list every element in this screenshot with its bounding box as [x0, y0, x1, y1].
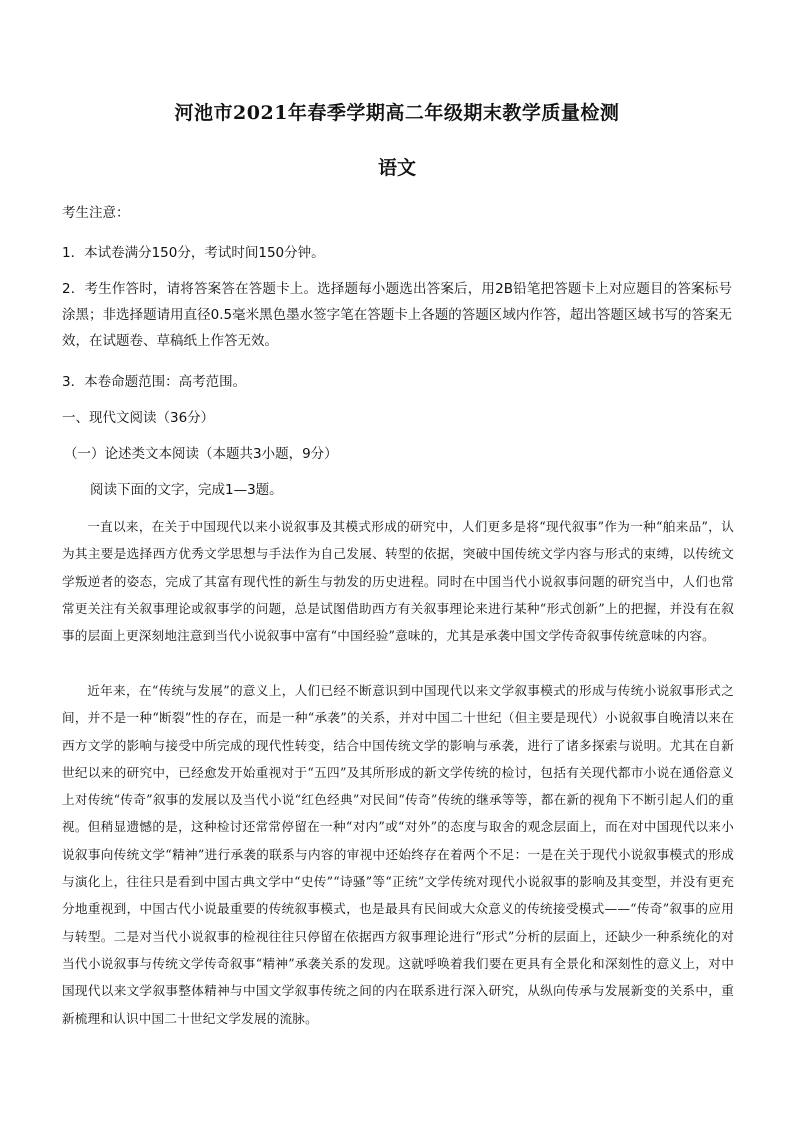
- notice-item-2: 2．考生作答时，请将答案答在答题卡上。选择题每小题选出答案后，用2B铅笔把答题卡上对应题目的答案标号涂黑；非选择题请用直径0.5毫米黑色墨水签字笔在答题卡上各题的答题区域内作答，超出答题区域书写的答案无效，在试题卷、草稿纸上作答无效。: [62, 281, 732, 349]
- notice-item-1: 1．本试卷满分150分，考试时间150分钟。: [62, 245, 325, 261]
- exam-subject: 语文: [377, 157, 416, 179]
- passage-paragraph-1: 一直以来，在关于中国现代以来小说叙事及其模式形成的研究中，人们更多是将“现代叙事”作为一种“舶来品”，认为其主要是选择西方优秀文学思想与手法作为自己发展、转型的依据，突破中国传统文学内容与形式的束缚，以传统文学叛逆者的姿态，完成了其富有现代性的新生与勃发的历史进程。同时在中国当代小说叙事问题的研究当中，人们也常常更关注有关叙事理论或叙事学的问题，总是试图借助西方有关叙事理论来进行某种“形式创新”上的把握，并没有在叙事的层面上更深刻地注意到当代小说叙事中富有“中国经验”意味的，尤其是承袭中国文学传奇叙事传统意味的内容。: [62, 519, 734, 644]
- exam-title: 河池市2021年春季学期高二年级期末教学质量检测: [174, 102, 620, 124]
- section-heading: 一、现代文阅读（36分）: [62, 410, 215, 426]
- section-subheading: （一）论述类文本阅读（本题共3小题，9分）: [64, 446, 338, 462]
- reading-instruction: 阅读下面的文字，完成1—3题。: [90, 482, 283, 498]
- passage-paragraph-2: 近年来，在“传统与发展”的意义上，人们已经不断意识到中国现代以来文学叙事模式的形成与传统小说叙事形式之间，并不是一种“断裂”性的存在，而是一种“承袭”的关系，并对中国二十世纪（但主要是现代）小说叙事自晚清以来在西方文学的影响与接受中所完成的现代性转变，结合中国传统文学的影响与承袭，进行了诸多探索与说明。尤其在自新世纪以来的研究中，已经愈发开始重视对于“五四”及其所形成的新文学传统的检讨，包括有关现代都市小说在通俗意义上对传统“传奇”叙事的发展以及当代小说“红色经典”对民间“传奇”传统的继承等等，都在新的视角下不断引起人们的重视。但稍显遗憾的是，这种检讨还常常停留在一种“对内”或“对外”的态度与取舍的观念层面上，而在对中国现代以来小说叙事向传统文学“精神”进行承袭的联系与内容的审视中还始终存在着两个不足：一是在关于现代小说叙事模式的形成与演化上，往往只是看到中国古典文学中“史传”“诗骚”等“正统”文学传统对现代小说叙事的影响及其变型，并没有更充分地重视到，中国古代小说最重要的传统叙事模式，也是最具有民间或大众意义的传统接受模式——“传奇”叙事的应用与转型。二是对当代小说叙事的检视往往只停留在依据西方叙事理论进行“形式”分析的层面上，还缺少一种系统化的对当代小说叙事与传统文学传奇叙事“精神”承袭关系的发现。这就呼唤着我们要在更具有全景化和深刻性的意义上，对中国现代以来文学叙事整体精神与中国文学叙事传统之间的内在联系进行深入研究，从纵向传承与发展新变的关系中，重新梳理和认识中国二十世纪文学发展的流脉。: [62, 683, 734, 1026]
- notice-heading: 考生注意：: [62, 205, 130, 221]
- notice-item-3: 3．本卷命题范围：高考范围。: [62, 374, 247, 390]
